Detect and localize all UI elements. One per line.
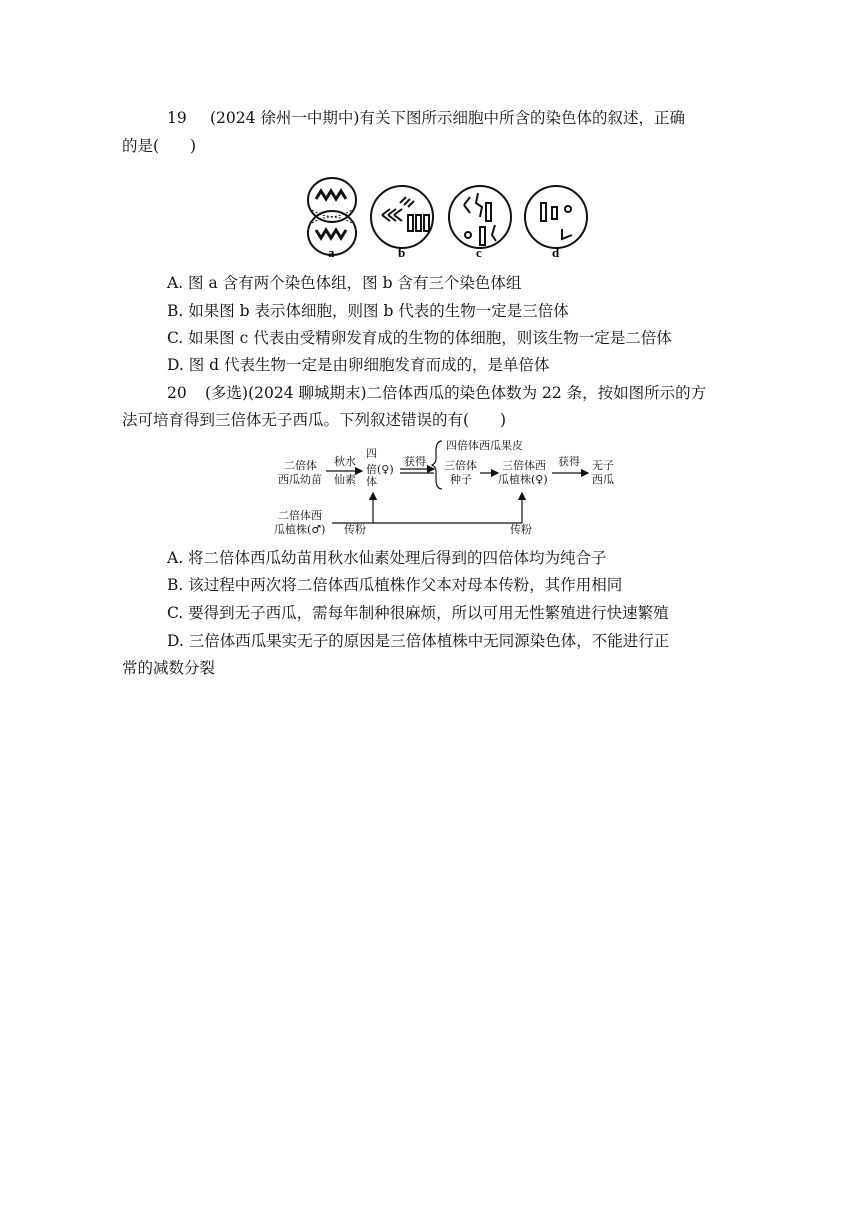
triploid-plant-l1: 三倍体西 (502, 459, 546, 472)
diploid-plant-l2: 瓜植株(♂) (274, 523, 326, 536)
tetraploid-l2: 倍(♀) (366, 463, 394, 476)
diploid-seedling-l1: 二倍体 (284, 459, 317, 472)
triploid-seed-l2: 种子 (450, 473, 472, 486)
q20-breeding-diagram (270, 435, 630, 540)
diploid-seedling-l2: 西瓜幼苗 (278, 473, 322, 486)
seedless-l2: 西瓜 (592, 473, 614, 486)
q20-option-c: C. 要得到无子西瓜，需每年制种很麻烦，所以可用无性繁殖进行快速繁殖 (167, 604, 669, 622)
colchicine-l2: 仙素 (334, 473, 356, 486)
tetraploid-rind: 四倍体西瓜果皮 (446, 439, 523, 452)
seedless-l1: 无子 (592, 459, 614, 472)
q19-option-c: C. 如果图 c 代表由受精卵发育成的生物的体细胞，则该生物一定是二倍体 (167, 329, 672, 347)
triploid-seed-l1: 三倍体 (444, 459, 477, 472)
q20-number: 20 (167, 384, 187, 402)
tetraploid-l3: 体 (366, 475, 377, 488)
colchicine-l1: 秋水 (334, 455, 356, 468)
tetraploid-l1: 四 (366, 447, 377, 460)
q20-option-a: A. 将二倍体西瓜幼苗用秋水仙素处理后得到的四倍体均为纯合子 (167, 549, 607, 567)
q20-option-d-line1: D. 三倍体西瓜果实无子的原因是三倍体植株中无同源染色体，不能进行正 (167, 632, 670, 650)
q20-stem-line1: (多选)(2024 聊城期末)二倍体西瓜的染色体数为 22 条，按如图所示的方 (205, 384, 707, 402)
obtain-2: 获得 (558, 455, 580, 468)
q19-stem-line2: 的是( ) (122, 137, 197, 155)
cell-b (371, 186, 433, 248)
diploid-plant-l1: 二倍体西 (278, 509, 322, 522)
pollinate-1: 传粉 (344, 523, 366, 536)
obtain-1: 获得 (404, 455, 426, 468)
q19-cell-figure (300, 175, 600, 265)
q19-option-a: A. 图 a 含有两个染色体组，图 b 含有三个染色体组 (167, 274, 522, 292)
q20-option-d-line2: 常的减数分裂 (122, 659, 216, 677)
q19-stem-line1: (2024 徐州一中期中)有关下图所示细胞中所含的染色体的叙述，正确 (210, 109, 685, 127)
cell-c (449, 186, 511, 248)
cell-d (525, 186, 587, 248)
q20-stem-line2: 法可培育得到三倍体无子西瓜。下列叙述错误的有( ) (122, 411, 507, 429)
q20-option-b: B. 该过程中两次将二倍体西瓜植株作父本对母本传粉，其作用相同 (167, 576, 623, 594)
label-d: d (552, 245, 560, 260)
label-c: c (476, 245, 482, 260)
q19-option-b: B. 如果图 b 表示体细胞，则图 b 代表的生物一定是三倍体 (167, 302, 569, 320)
label-b: b (398, 245, 406, 260)
label-a: a (328, 245, 335, 260)
q19-option-d: D. 图 d 代表生物一定是由卵细胞发育而成的，是单倍体 (167, 356, 550, 374)
triploid-plant-l2: 瓜植株(♀) (498, 473, 548, 486)
pollinate-2: 传粉 (510, 523, 532, 536)
cell-a (308, 178, 356, 255)
q19-number: 19 (167, 109, 187, 127)
